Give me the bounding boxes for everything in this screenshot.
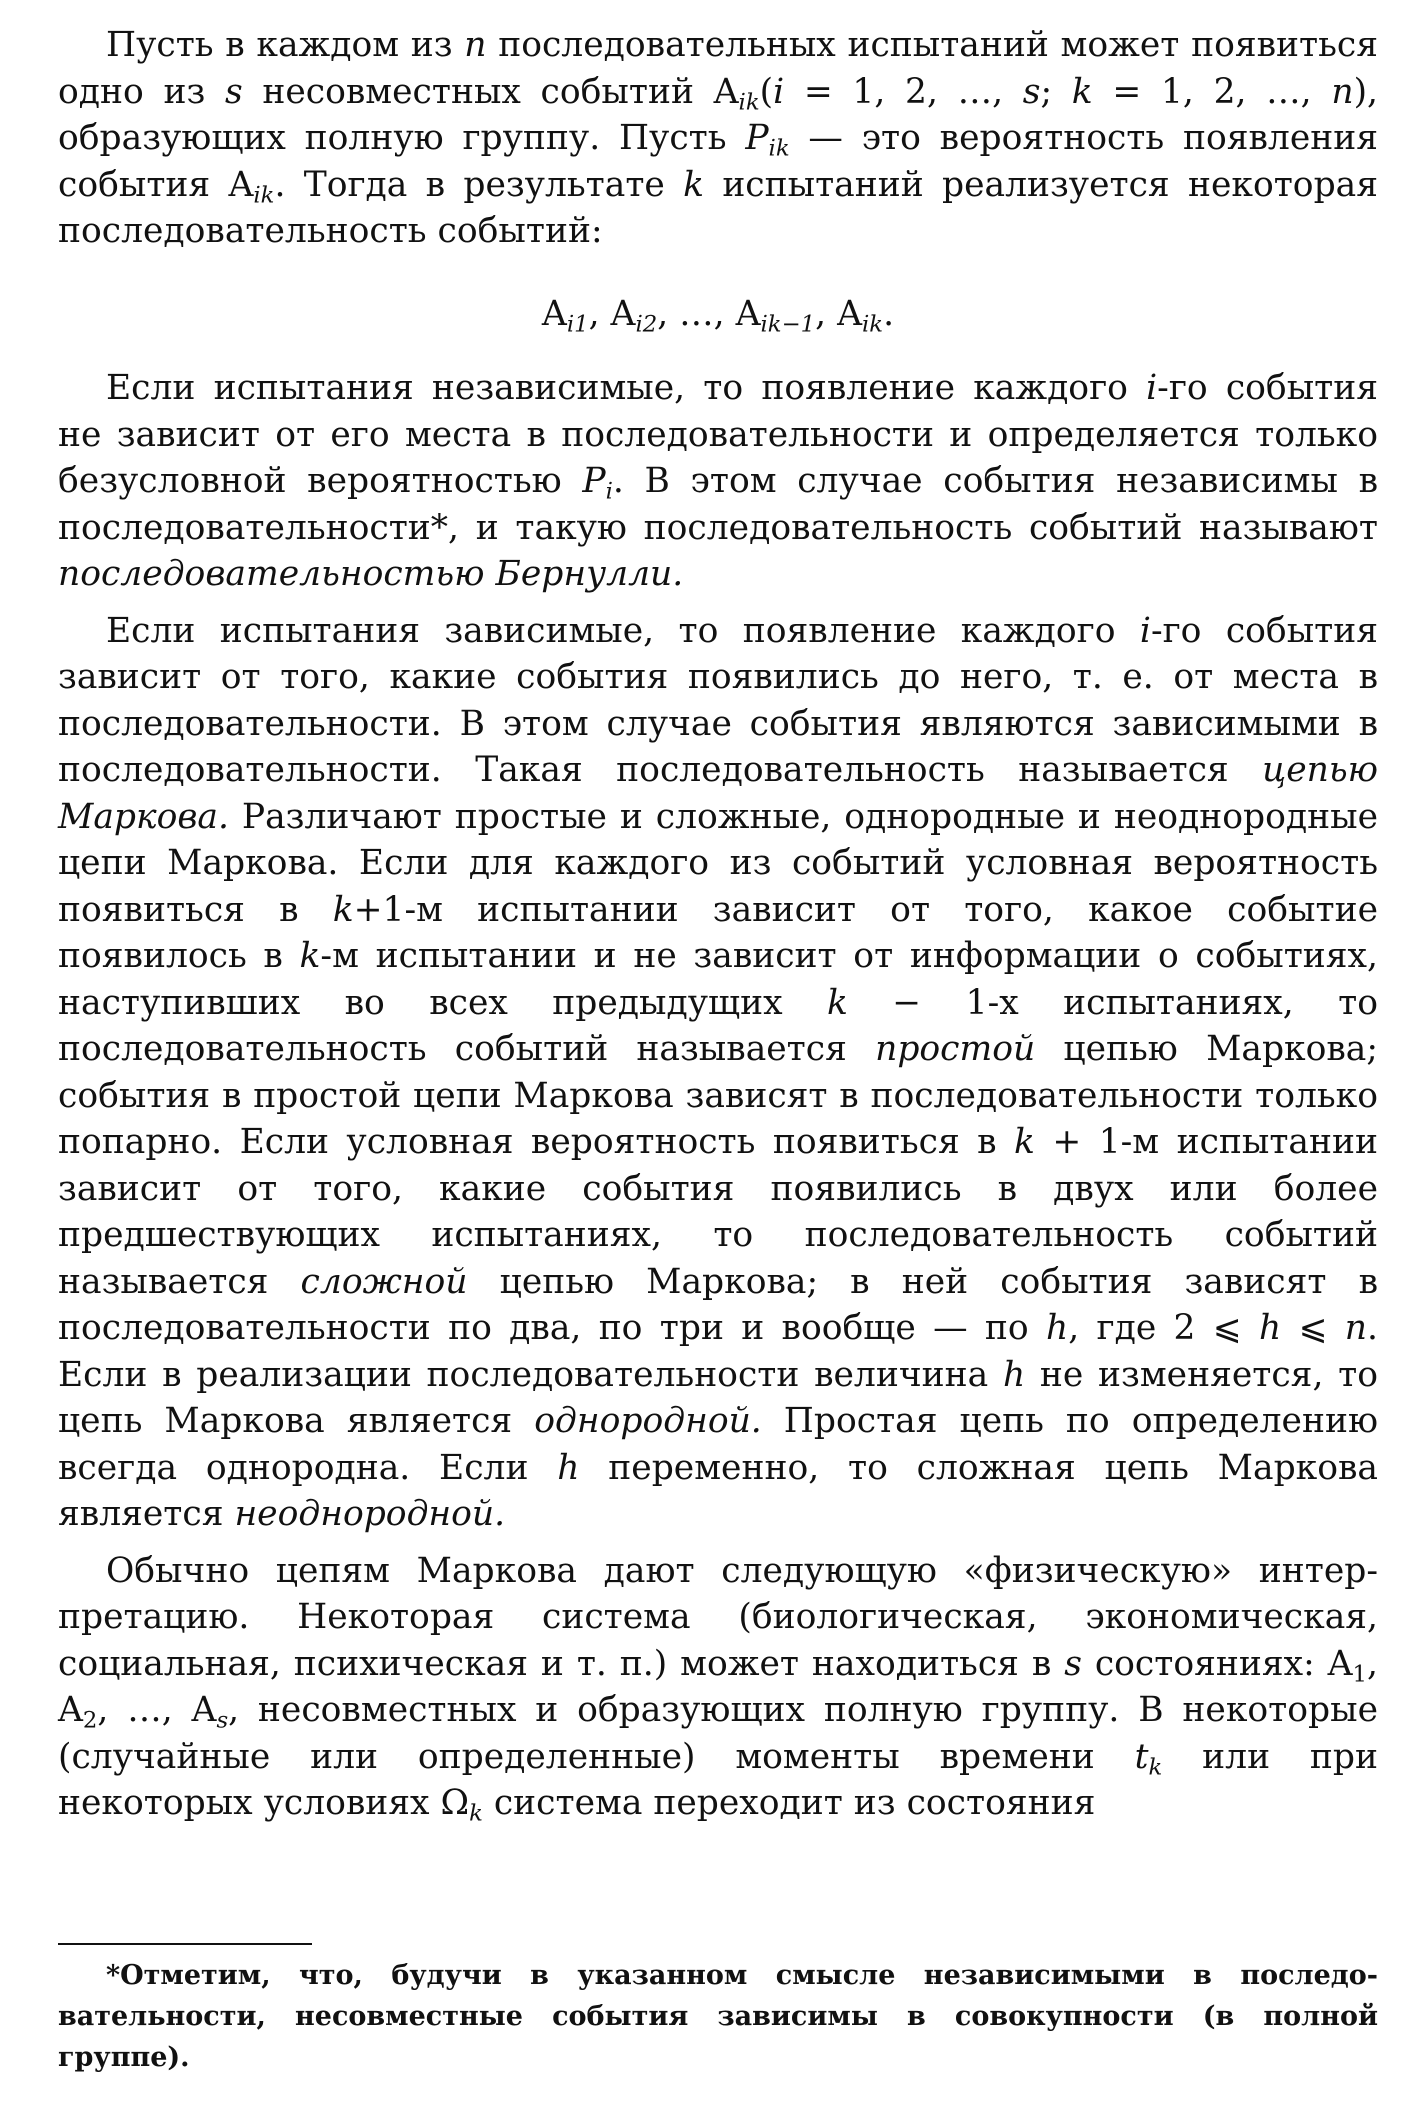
text-run: A	[541, 293, 567, 334]
subscript: ik−1	[760, 310, 816, 337]
paragraph-markov-chain	[58, 608, 1378, 1538]
math-symbol: k	[332, 889, 354, 930]
emphasized-term: цепью Маркова.	[58, 750, 1378, 837]
text-run: , A	[58, 1643, 1378, 1730]
math-symbol: h	[1045, 1308, 1069, 1348]
text-run: испытаний реализуется некоторая последовательность событий:	[58, 164, 1378, 251]
text-run: Если испытания независимые, то появление каждого	[106, 368, 1147, 408]
math-symbol: h	[1259, 1308, 1282, 1348]
math-symbol: P	[582, 461, 606, 501]
text-run: -го события не зависит от его места в последовательности и определяется только безусловной вероятностью	[58, 368, 1378, 501]
subscript: ik	[738, 88, 760, 115]
text-run: ;	[1040, 71, 1072, 112]
math-symbol: h	[557, 1447, 580, 1488]
text-run: Пусть в каждом из	[106, 25, 465, 65]
subscript: i	[605, 478, 613, 505]
subscript: 2	[82, 1707, 98, 1734]
text-run: или при некоторых условиях Ω	[58, 1736, 1379, 1823]
text-run: — это вероятность появления события A	[58, 118, 1378, 205]
text-run: + 1-м испытании зависит от того, какие события появились в двух или более предшествующих испытаниях, то последовательность событий называется	[58, 1122, 1378, 1302]
text-run: цепью Маркова; события в простой цепи Маркова зависят в последовательности только попарно. Если условная вероятность появиться в	[58, 1029, 1378, 1162]
text-run: .	[883, 293, 895, 334]
text-run: несовместных событий A	[242, 71, 739, 112]
text-run: +1-м испытании зависит от того, какое событие появилось в	[58, 889, 1378, 976]
text-run: = 1, 2, …,	[784, 71, 1023, 112]
text-run: ), образующих полную группу. Пусть	[58, 71, 1378, 158]
text-run: = 1, 2, …,	[1092, 71, 1332, 112]
text-run: -м испытании и не зависит от информации о событиях, наступивших во всех предыдущих	[58, 936, 1378, 1023]
footnote: *Отметим, что, будучи в указанном смысле независимыми в последовательности, несовместные события зависимы в совокупности (в полной группе).	[58, 1960, 1378, 2073]
text-run: не изменяется, то цепь Маркова является	[58, 1354, 1378, 1441]
text-run: , …, A	[657, 293, 761, 334]
math-symbol: s	[224, 71, 243, 112]
text-run: система переходит из состояния	[482, 1783, 1096, 1823]
text-run: переменно, то сложная цепь Маркова является	[58, 1447, 1378, 1534]
event-sequence-formula	[58, 291, 1378, 338]
math-symbol: n	[464, 25, 487, 65]
text-run: , A	[815, 293, 863, 334]
emphasized-term: сложной	[300, 1261, 468, 1302]
text-run: . Тогда в результате	[274, 164, 684, 205]
math-symbol: i	[773, 71, 785, 112]
text-run: последовательных испытаний может появиться одно из	[58, 25, 1378, 112]
text-run: Обычно цепям Маркова дают следующую «физическую» интерпретацию. Некоторая система (биологическая, экономическая, социальная, психическая и т. п.) может находиться в	[58, 1550, 1378, 1684]
subscript: k	[1148, 1753, 1163, 1780]
text-run: ⩽	[1281, 1308, 1345, 1348]
text-run: (	[759, 71, 774, 112]
math-symbol: k	[683, 164, 705, 205]
text-run: состояниях: A	[1081, 1643, 1353, 1684]
math-symbol: s	[1022, 71, 1041, 112]
math-symbol: n	[1331, 71, 1354, 112]
text-run: Простая цепь по определению всегда однородна. Если	[58, 1401, 1379, 1488]
math-symbol: k	[826, 982, 848, 1023]
text-run: , где 2 ⩽	[1068, 1308, 1260, 1348]
footnote-separator	[58, 1943, 312, 1945]
emphasized-term: последовательностью Бернулли.	[58, 554, 684, 594]
text-run: . В этом случае события независимы в последовательности*, и такую последовательность событий называют	[58, 461, 1379, 548]
emphasized-term: простой	[875, 1029, 1036, 1069]
subscript: ik	[862, 310, 884, 337]
math-symbol: n	[1344, 1308, 1368, 1348]
emphasized-term: неоднородной.	[234, 1494, 506, 1534]
math-symbol: k	[299, 936, 321, 976]
subscript: k	[469, 1800, 483, 1827]
math-symbol: s	[1064, 1643, 1082, 1684]
page-body	[58, 22, 1378, 1827]
math-symbol: i	[1139, 610, 1151, 651]
text-run: . Если в реализации последовательности величина	[58, 1308, 1378, 1395]
text-run: , …, A	[97, 1690, 217, 1730]
paragraph-intro	[58, 22, 1378, 255]
subscript: ik	[253, 181, 275, 208]
text-run: − 1-х испытаниях, то последовательность событий называется	[58, 982, 1379, 1069]
text-run: цепью Маркова; в ней события зависят в последовательности по два, по три и вообще — по	[58, 1261, 1378, 1348]
text-run: , A	[588, 293, 636, 334]
emphasized-term: однородной.	[534, 1401, 762, 1441]
math-symbol: h	[1002, 1354, 1026, 1395]
subscript: i2	[635, 310, 658, 337]
text-run: , несовместных и образующих полную группу. В некоторые (случайные или определенные) моменты времени	[58, 1690, 1378, 1777]
math-symbol: P	[745, 118, 769, 158]
math-symbol: k	[1071, 71, 1093, 112]
subscript: 1	[1352, 1660, 1368, 1687]
math-symbol: i	[1146, 368, 1158, 408]
math-symbol: k	[1014, 1122, 1035, 1162]
paragraph-physical-interpretation	[58, 1548, 1378, 1827]
text-run: Если испытания зависимые, то появление каждого	[106, 610, 1140, 651]
math-symbol: t	[1134, 1736, 1149, 1777]
text-run: Различают простые и сложные, однородные и неоднородные цепи Маркова. Если для каждого из событий условная вероятность появиться в	[58, 796, 1378, 930]
subscript: s	[216, 1707, 229, 1734]
subscript: ik	[768, 135, 790, 162]
text-run: -го события зависит от того, какие события появились до него, т. е. от места в последовательности. В этом случае события являются зависимыми в последовательности. Такая последовательность называется	[58, 610, 1378, 790]
subscript: i1	[566, 310, 589, 337]
paragraph-bernoulli	[58, 365, 1378, 598]
